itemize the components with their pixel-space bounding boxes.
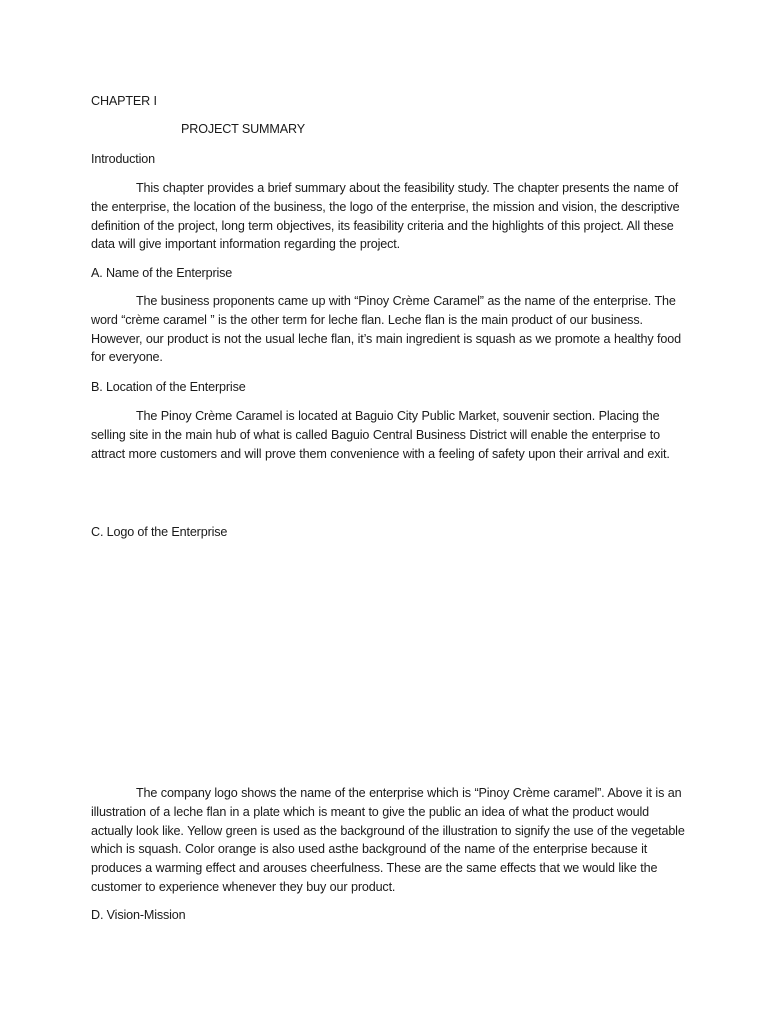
page-title: PROJECT SUMMARY bbox=[181, 122, 305, 136]
introduction-paragraph: This chapter provides a brief summary about the feasibility study. The chapter presents the name of the enterprise, the location of the business, the logo of the enterprise, the mission and vision, the descriptive definition of the project, long term objectives, its feasibility criteria and the highlights of this project. All these data will give important information regarding the project. bbox=[91, 181, 680, 252]
name-of-enterprise-paragraph: The business proponents came up with “Pinoy Crème Caramel” as the name of the enterprise. The word “crème caramel ” is the other term for leche flan. Leche flan is the main product of our business. However, our product is not the usual leche flan, it’s main ingredient is squash as we promote a healthy food for everyone. bbox=[91, 294, 681, 365]
location-paragraph: The Pinoy Crème Caramel is located at Baguio City Public Market, souvenir section. Placing the selling site in the main hub of what is called Baguio Central Business District will enable the enterprise to attract more customers and will prove them convenience with a feeling of safety upon their arrival and exit. bbox=[91, 409, 670, 461]
logo-heading: C. Logo of the Enterprise bbox=[91, 525, 228, 539]
chapter-heading: CHAPTER I bbox=[91, 94, 157, 108]
logo-paragraph: The company logo shows the name of the enterprise which is “Pinoy Crème caramel”. Above it is an illustration of a leche flan in a plate which is meant to give the public an idea of what the product would actually look like. Yellow green is used as the background of the illustration to signify the use of the vegetable which is squash. Color orange is also used asthe background of the name of the enterprise because it produces a warming effect and arouses cheerfulness. These are the same effects that we would like the customer to experience whenever they buy our product. bbox=[91, 786, 685, 894]
location-heading: B. Location of the Enterprise bbox=[91, 380, 246, 394]
introduction-heading: Introduction bbox=[91, 152, 156, 166]
logo-placeholder bbox=[91, 548, 687, 773]
name-of-enterprise-heading: A. Name of the Enterprise bbox=[91, 266, 233, 280]
vision-mission-heading: D. Vision-Mission bbox=[91, 908, 186, 922]
